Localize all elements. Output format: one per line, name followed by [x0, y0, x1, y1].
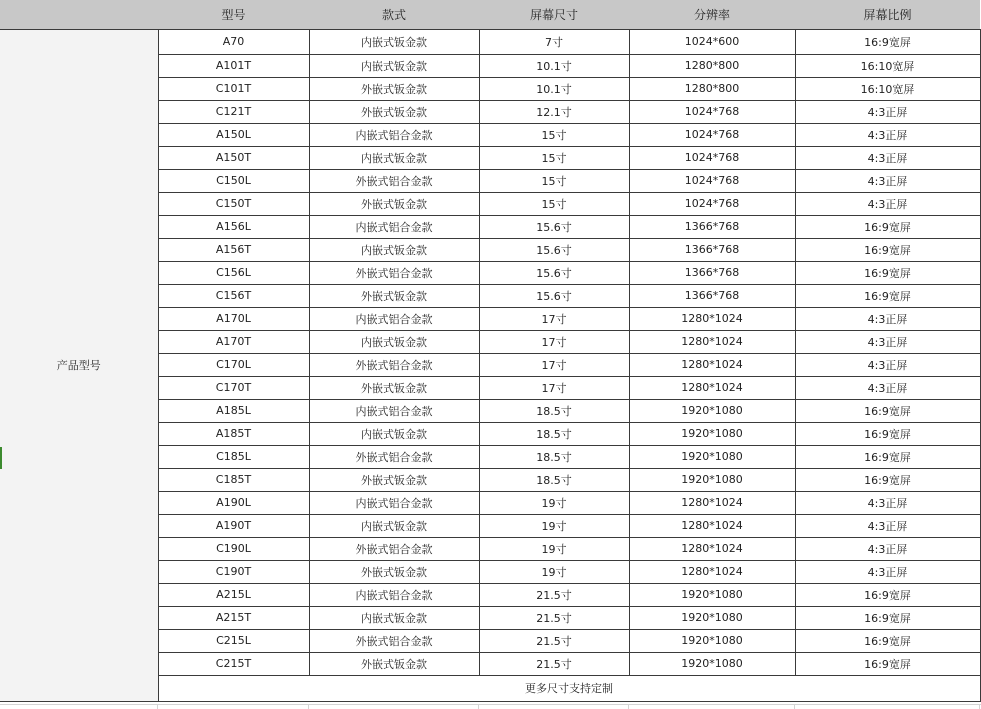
resolution-cell[interactable]: 1024*768 — [629, 169, 795, 192]
header-style[interactable]: 款式 — [309, 0, 479, 29]
model-cell[interactable]: C121T — [158, 100, 309, 123]
model-cell[interactable]: A170T — [158, 330, 309, 353]
resolution-cell[interactable]: 1920*1080 — [629, 399, 795, 422]
style-cell[interactable]: 外嵌式钣金款 — [309, 192, 479, 215]
size-cell[interactable]: 18.5寸 — [479, 445, 629, 468]
resolution-cell[interactable]: 1920*1080 — [629, 422, 795, 445]
header-screen-size[interactable]: 屏幕尺寸 — [479, 0, 629, 29]
resolution-cell[interactable]: 1024*768 — [629, 100, 795, 123]
resolution-cell[interactable]: 1280*1024 — [629, 307, 795, 330]
ratio-cell[interactable]: 4:3正屏 — [795, 100, 980, 123]
ratio-cell[interactable]: 16:10宽屏 — [795, 77, 980, 100]
model-cell[interactable]: A101T — [158, 54, 309, 77]
resolution-cell[interactable]: 1920*1080 — [629, 445, 795, 468]
ratio-cell[interactable]: 4:3正屏 — [795, 146, 980, 169]
resolution-cell[interactable]: 1280*1024 — [629, 560, 795, 583]
resolution-cell[interactable]: 1280*1024 — [629, 376, 795, 399]
style-cell[interactable]: 外嵌式铝合金款 — [309, 169, 479, 192]
table-row — [0, 29, 980, 54]
ratio-cell[interactable]: 16:9宽屏 — [795, 629, 980, 652]
model-cell[interactable]: C190T — [158, 560, 309, 583]
size-cell[interactable]: 18.5寸 — [479, 399, 629, 422]
resolution-cell[interactable]: 1024*768 — [629, 123, 795, 146]
size-cell[interactable]: 17寸 — [479, 307, 629, 330]
size-cell[interactable]: 15.6寸 — [479, 261, 629, 284]
resolution-cell[interactable]: 1920*1080 — [629, 652, 795, 675]
size-cell[interactable]: 21.5寸 — [479, 583, 629, 606]
resolution-cell[interactable]: 1024*600 — [629, 29, 795, 54]
model-cell[interactable]: A70 — [158, 29, 309, 54]
size-cell[interactable]: 7寸 — [479, 29, 629, 54]
footer-note-cell[interactable]: 更多尺寸支持定制 — [158, 675, 980, 701]
ratio-cell[interactable]: 16:9宽屏 — [795, 606, 980, 629]
style-cell[interactable]: 内嵌式钣金款 — [309, 514, 479, 537]
size-cell[interactable]: 15寸 — [479, 192, 629, 215]
table-header — [0, 0, 980, 29]
resolution-cell[interactable]: 1280*1024 — [629, 353, 795, 376]
style-cell[interactable]: 外嵌式铝合金款 — [309, 261, 479, 284]
ratio-cell[interactable]: 16:9宽屏 — [795, 445, 980, 468]
resolution-cell[interactable]: 1280*1024 — [629, 514, 795, 537]
ratio-cell[interactable]: 4:3正屏 — [795, 169, 980, 192]
resolution-cell[interactable]: 1920*1080 — [629, 629, 795, 652]
style-cell[interactable]: 外嵌式钣金款 — [309, 652, 479, 675]
model-cell[interactable]: C185T — [158, 468, 309, 491]
size-cell[interactable]: 21.5寸 — [479, 606, 629, 629]
model-cell[interactable]: C156T — [158, 284, 309, 307]
group-label-cell[interactable]: 产品型号 — [0, 29, 158, 701]
style-cell[interactable]: 外嵌式铝合金款 — [309, 629, 479, 652]
header-screen-ratio[interactable]: 屏幕比例 — [795, 0, 980, 29]
model-cell[interactable]: A190L — [158, 491, 309, 514]
size-cell[interactable]: 12.1寸 — [479, 100, 629, 123]
size-cell[interactable]: 15寸 — [479, 169, 629, 192]
ratio-cell[interactable]: 4:3正屏 — [795, 353, 980, 376]
style-cell[interactable]: 外嵌式铝合金款 — [309, 537, 479, 560]
style-cell[interactable]: 内嵌式铝合金款 — [309, 399, 479, 422]
style-cell[interactable]: 内嵌式铝合金款 — [309, 307, 479, 330]
style-cell[interactable]: 内嵌式铝合金款 — [309, 215, 479, 238]
ratio-cell[interactable]: 4:3正屏 — [795, 491, 980, 514]
model-cell[interactable]: C150L — [158, 169, 309, 192]
style-cell[interactable]: 内嵌式铝合金款 — [309, 491, 479, 514]
model-cell[interactable]: A156T — [158, 238, 309, 261]
size-cell[interactable]: 21.5寸 — [479, 652, 629, 675]
size-cell[interactable]: 15.6寸 — [479, 284, 629, 307]
ratio-cell[interactable]: 4:3正屏 — [795, 123, 980, 146]
model-cell[interactable]: C150T — [158, 192, 309, 215]
resolution-cell[interactable]: 1280*1024 — [629, 537, 795, 560]
model-cell[interactable]: A185L — [158, 399, 309, 422]
style-cell[interactable]: 内嵌式钣金款 — [309, 238, 479, 261]
resolution-cell[interactable]: 1366*768 — [629, 238, 795, 261]
style-cell[interactable]: 外嵌式钣金款 — [309, 468, 479, 491]
header-model[interactable]: 型号 — [158, 0, 309, 29]
model-cell[interactable]: C101T — [158, 77, 309, 100]
ratio-cell[interactable]: 16:9宽屏 — [795, 399, 980, 422]
model-cell[interactable]: A150T — [158, 146, 309, 169]
style-cell[interactable]: 外嵌式铝合金款 — [309, 445, 479, 468]
size-cell[interactable]: 15寸 — [479, 146, 629, 169]
style-cell[interactable]: 外嵌式钣金款 — [309, 100, 479, 123]
header-resolution[interactable]: 分辨率 — [629, 0, 795, 29]
style-cell[interactable]: 内嵌式钣金款 — [309, 422, 479, 445]
size-cell[interactable]: 18.5寸 — [479, 422, 629, 445]
style-cell[interactable]: 内嵌式钣金款 — [309, 29, 479, 54]
size-cell[interactable]: 19寸 — [479, 514, 629, 537]
header-row — [0, 0, 980, 29]
style-cell[interactable]: 内嵌式铝合金款 — [309, 123, 479, 146]
model-cell[interactable]: A150L — [158, 123, 309, 146]
model-cell[interactable]: A215L — [158, 583, 309, 606]
model-cell[interactable]: C170T — [158, 376, 309, 399]
style-cell[interactable]: 外嵌式铝合金款 — [309, 353, 479, 376]
ratio-cell[interactable]: 16:9宽屏 — [795, 215, 980, 238]
size-cell[interactable]: 15.6寸 — [479, 215, 629, 238]
ratio-cell[interactable]: 4:3正屏 — [795, 376, 980, 399]
style-cell[interactable]: 外嵌式钣金款 — [309, 284, 479, 307]
ratio-cell[interactable]: 16:9宽屏 — [795, 238, 980, 261]
ratio-cell[interactable]: 16:9宽屏 — [795, 284, 980, 307]
style-cell[interactable]: 外嵌式钣金款 — [309, 560, 479, 583]
table-body — [0, 29, 980, 701]
resolution-cell[interactable]: 1366*768 — [629, 284, 795, 307]
resolution-cell[interactable]: 1280*800 — [629, 54, 795, 77]
model-cell[interactable]: C215L — [158, 629, 309, 652]
size-cell[interactable]: 15寸 — [479, 123, 629, 146]
size-cell[interactable]: 10.1寸 — [479, 54, 629, 77]
ratio-cell[interactable]: 16:9宽屏 — [795, 583, 980, 606]
ratio-cell[interactable]: 16:9宽屏 — [795, 468, 980, 491]
resolution-cell[interactable]: 1920*1080 — [629, 606, 795, 629]
model-cell[interactable]: C190L — [158, 537, 309, 560]
size-cell[interactable]: 17寸 — [479, 330, 629, 353]
style-cell[interactable]: 内嵌式钣金款 — [309, 54, 479, 77]
size-cell[interactable]: 18.5寸 — [479, 468, 629, 491]
resolution-cell[interactable]: 1366*768 — [629, 215, 795, 238]
resolution-cell[interactable]: 1920*1080 — [629, 468, 795, 491]
resolution-cell[interactable]: 1920*1080 — [629, 583, 795, 606]
style-cell[interactable]: 外嵌式钣金款 — [309, 376, 479, 399]
model-cell[interactable]: A185T — [158, 422, 309, 445]
resolution-cell[interactable]: 1366*768 — [629, 261, 795, 284]
style-cell[interactable]: 内嵌式钣金款 — [309, 330, 479, 353]
sheet-gridlines — [0, 704, 981, 709]
ratio-cell[interactable]: 4:3正屏 — [795, 537, 980, 560]
ratio-cell[interactable]: 16:9宽屏 — [795, 422, 980, 445]
model-cell[interactable]: A156L — [158, 215, 309, 238]
model-cell[interactable]: C215T — [158, 652, 309, 675]
row-selection-marker — [0, 447, 2, 469]
model-cell[interactable]: C185L — [158, 445, 309, 468]
ratio-cell[interactable]: 4:3正屏 — [795, 330, 980, 353]
size-cell[interactable]: 17寸 — [479, 353, 629, 376]
size-cell[interactable]: 10.1寸 — [479, 77, 629, 100]
ratio-cell[interactable]: 4:3正屏 — [795, 514, 980, 537]
style-cell[interactable]: 内嵌式钣金款 — [309, 606, 479, 629]
resolution-cell[interactable]: 1280*800 — [629, 77, 795, 100]
ratio-cell[interactable]: 16:10宽屏 — [795, 54, 980, 77]
size-cell[interactable]: 21.5寸 — [479, 629, 629, 652]
style-cell[interactable]: 内嵌式钣金款 — [309, 146, 479, 169]
style-cell[interactable]: 内嵌式铝合金款 — [309, 583, 479, 606]
resolution-cell[interactable]: 1024*768 — [629, 146, 795, 169]
ratio-cell[interactable]: 4:3正屏 — [795, 307, 980, 330]
ratio-cell[interactable]: 16:9宽屏 — [795, 652, 980, 675]
size-cell[interactable]: 15.6寸 — [479, 238, 629, 261]
size-cell[interactable]: 19寸 — [479, 560, 629, 583]
size-cell[interactable]: 19寸 — [479, 537, 629, 560]
model-cell[interactable]: C156L — [158, 261, 309, 284]
ratio-cell[interactable]: 16:9宽屏 — [795, 29, 980, 54]
ratio-cell[interactable]: 16:9宽屏 — [795, 261, 980, 284]
resolution-cell[interactable]: 1280*1024 — [629, 330, 795, 353]
style-cell[interactable]: 外嵌式钣金款 — [309, 77, 479, 100]
model-cell[interactable]: A215T — [158, 606, 309, 629]
model-cell[interactable]: A170L — [158, 307, 309, 330]
size-cell[interactable]: 19寸 — [479, 491, 629, 514]
ratio-cell[interactable]: 4:3正屏 — [795, 560, 980, 583]
ratio-cell[interactable]: 4:3正屏 — [795, 192, 980, 215]
model-cell[interactable]: C170L — [158, 353, 309, 376]
model-cell[interactable]: A190T — [158, 514, 309, 537]
header-blank-cell[interactable] — [0, 0, 158, 29]
resolution-cell[interactable]: 1024*768 — [629, 192, 795, 215]
size-cell[interactable]: 17寸 — [479, 376, 629, 399]
resolution-cell[interactable]: 1280*1024 — [629, 491, 795, 514]
